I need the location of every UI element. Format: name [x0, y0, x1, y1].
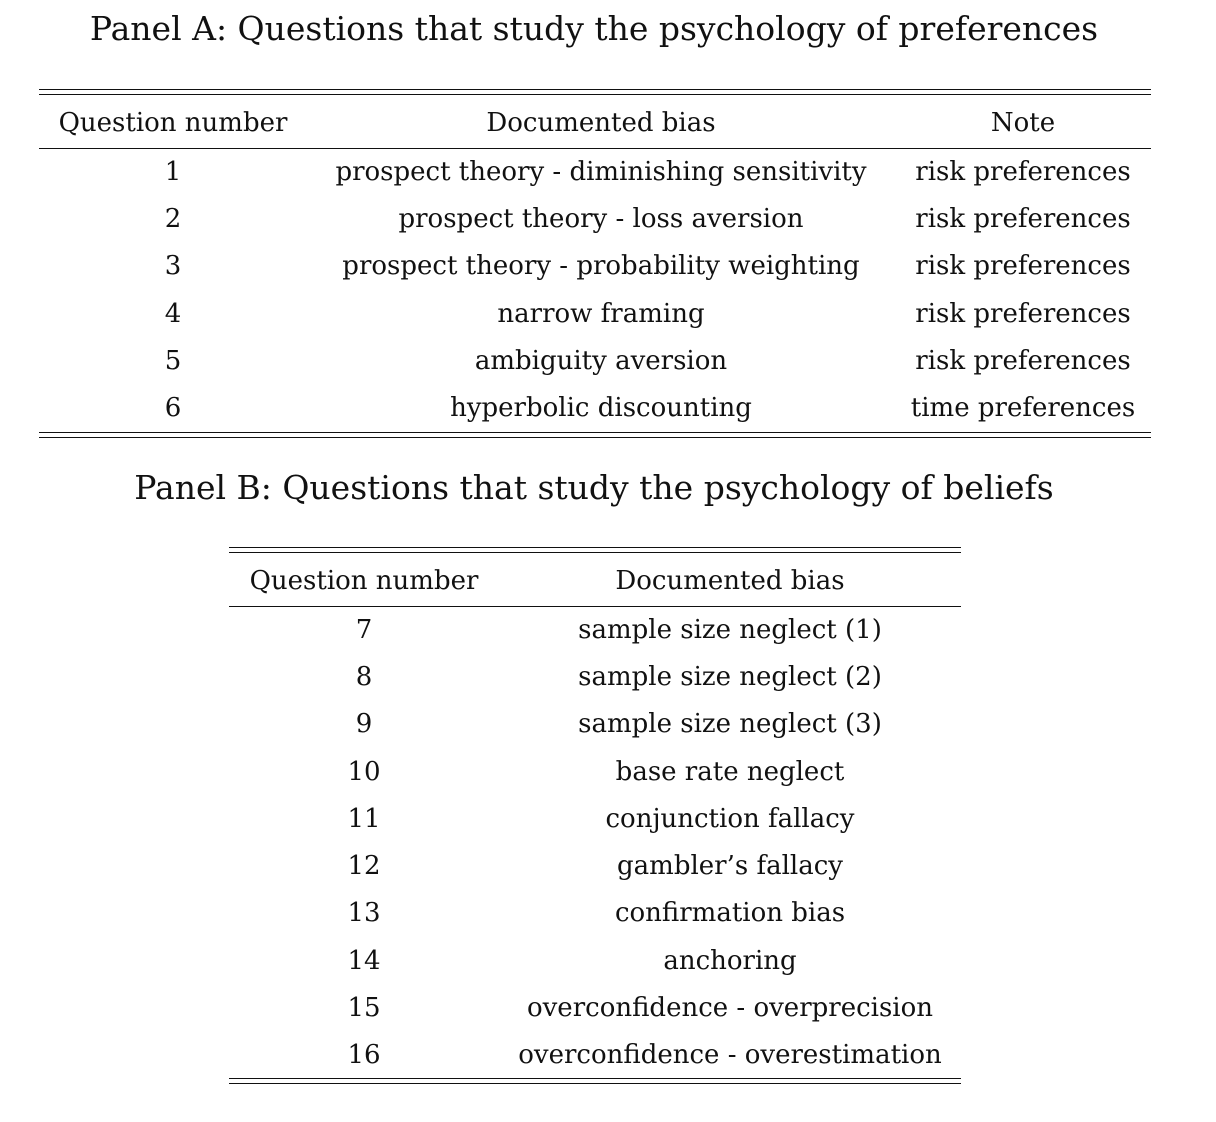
- question-number-cell: 14: [347, 945, 381, 976]
- question-number-cell: 2: [164, 203, 182, 234]
- table-row: [229, 795, 961, 842]
- question-number-cell: 11: [347, 803, 381, 834]
- panel-b-bottom-rule: [229, 1078, 961, 1084]
- question-number-cell: 7: [355, 614, 373, 645]
- table-row: [229, 890, 961, 937]
- column-header-documented-bias: Documented bias: [499, 556, 961, 606]
- question-number-cell: 12: [347, 851, 381, 882]
- table-row: [39, 384, 1151, 431]
- question-number-cell: 13: [347, 898, 381, 929]
- table-row: [229, 984, 961, 1031]
- bias-cell: ambiguity aversion: [474, 345, 728, 376]
- note-cell: risk preferences: [915, 203, 1131, 234]
- bias-cell: sample size neglect (3): [578, 709, 882, 740]
- panel-b-table: [229, 556, 961, 1079]
- bias-cell: conjunction fallacy: [605, 803, 855, 834]
- bias-cell: base rate neglect: [615, 756, 845, 787]
- question-number-cell: 16: [347, 1040, 381, 1071]
- column-header-documented-bias: Documented bias: [307, 98, 895, 148]
- bias-cell: overconfidence - overprecision: [526, 993, 934, 1024]
- bias-cell: overconfidence - overestimation: [518, 1040, 942, 1071]
- panel-a-table: [39, 98, 1151, 432]
- panel-b-title: Panel B: Questions that study the psychology of beliefs: [134, 468, 1054, 507]
- bias-cell: hyperbolic discounting: [450, 393, 752, 424]
- column-header-note: Note: [895, 98, 1151, 148]
- panel-a-title: Panel A: Questions that study the psychology of preferences: [89, 9, 1099, 48]
- panel-a-bottom-rule: [39, 432, 1151, 438]
- question-number-cell: 4: [164, 298, 182, 329]
- table-row: [229, 701, 961, 748]
- question-number-cell: 10: [347, 756, 381, 787]
- bias-cell: prospect theory - diminishing sensitivity: [335, 156, 867, 187]
- table-row: [39, 290, 1151, 337]
- question-number-cell: 6: [164, 393, 182, 424]
- note-cell: risk preferences: [915, 298, 1131, 329]
- question-number-cell: 9: [355, 709, 373, 740]
- question-number-cell: 1: [164, 156, 182, 187]
- panel-b-top-rule: [229, 547, 961, 553]
- table-row: [229, 606, 961, 653]
- note-cell: time preferences: [910, 393, 1136, 424]
- table-header-row: [229, 556, 961, 606]
- table-row: [39, 148, 1151, 195]
- table-row: [229, 653, 961, 700]
- table-row: [39, 195, 1151, 242]
- bias-cell: anchoring: [663, 945, 797, 976]
- bias-cell: prospect theory - probability weighting: [342, 251, 860, 282]
- bias-cell: narrow framing: [497, 298, 705, 329]
- table-row: [229, 748, 961, 795]
- note-cell: risk preferences: [915, 156, 1131, 187]
- bias-cell: confirmation bias: [614, 898, 846, 929]
- table-row: [39, 243, 1151, 290]
- question-number-cell: 8: [355, 661, 373, 692]
- table-row: [229, 1032, 961, 1079]
- table-header-row: [39, 98, 1151, 148]
- table-row: [229, 842, 961, 889]
- bias-cell: prospect theory - loss aversion: [398, 203, 804, 234]
- table-row: [39, 337, 1151, 384]
- question-number-cell: 5: [164, 345, 182, 376]
- note-cell: risk preferences: [915, 345, 1131, 376]
- column-header-question-number: Question number: [229, 556, 499, 606]
- bias-cell: sample size neglect (1): [578, 614, 882, 645]
- note-cell: risk preferences: [915, 251, 1131, 282]
- column-header-question-number: Question number: [39, 98, 307, 148]
- question-number-cell: 3: [164, 251, 182, 282]
- table-row: [229, 937, 961, 984]
- bias-cell: sample size neglect (2): [578, 661, 882, 692]
- bias-cell: gambler’s fallacy: [617, 851, 843, 882]
- question-number-cell: 15: [347, 993, 381, 1024]
- panel-a-top-rule: [39, 89, 1151, 95]
